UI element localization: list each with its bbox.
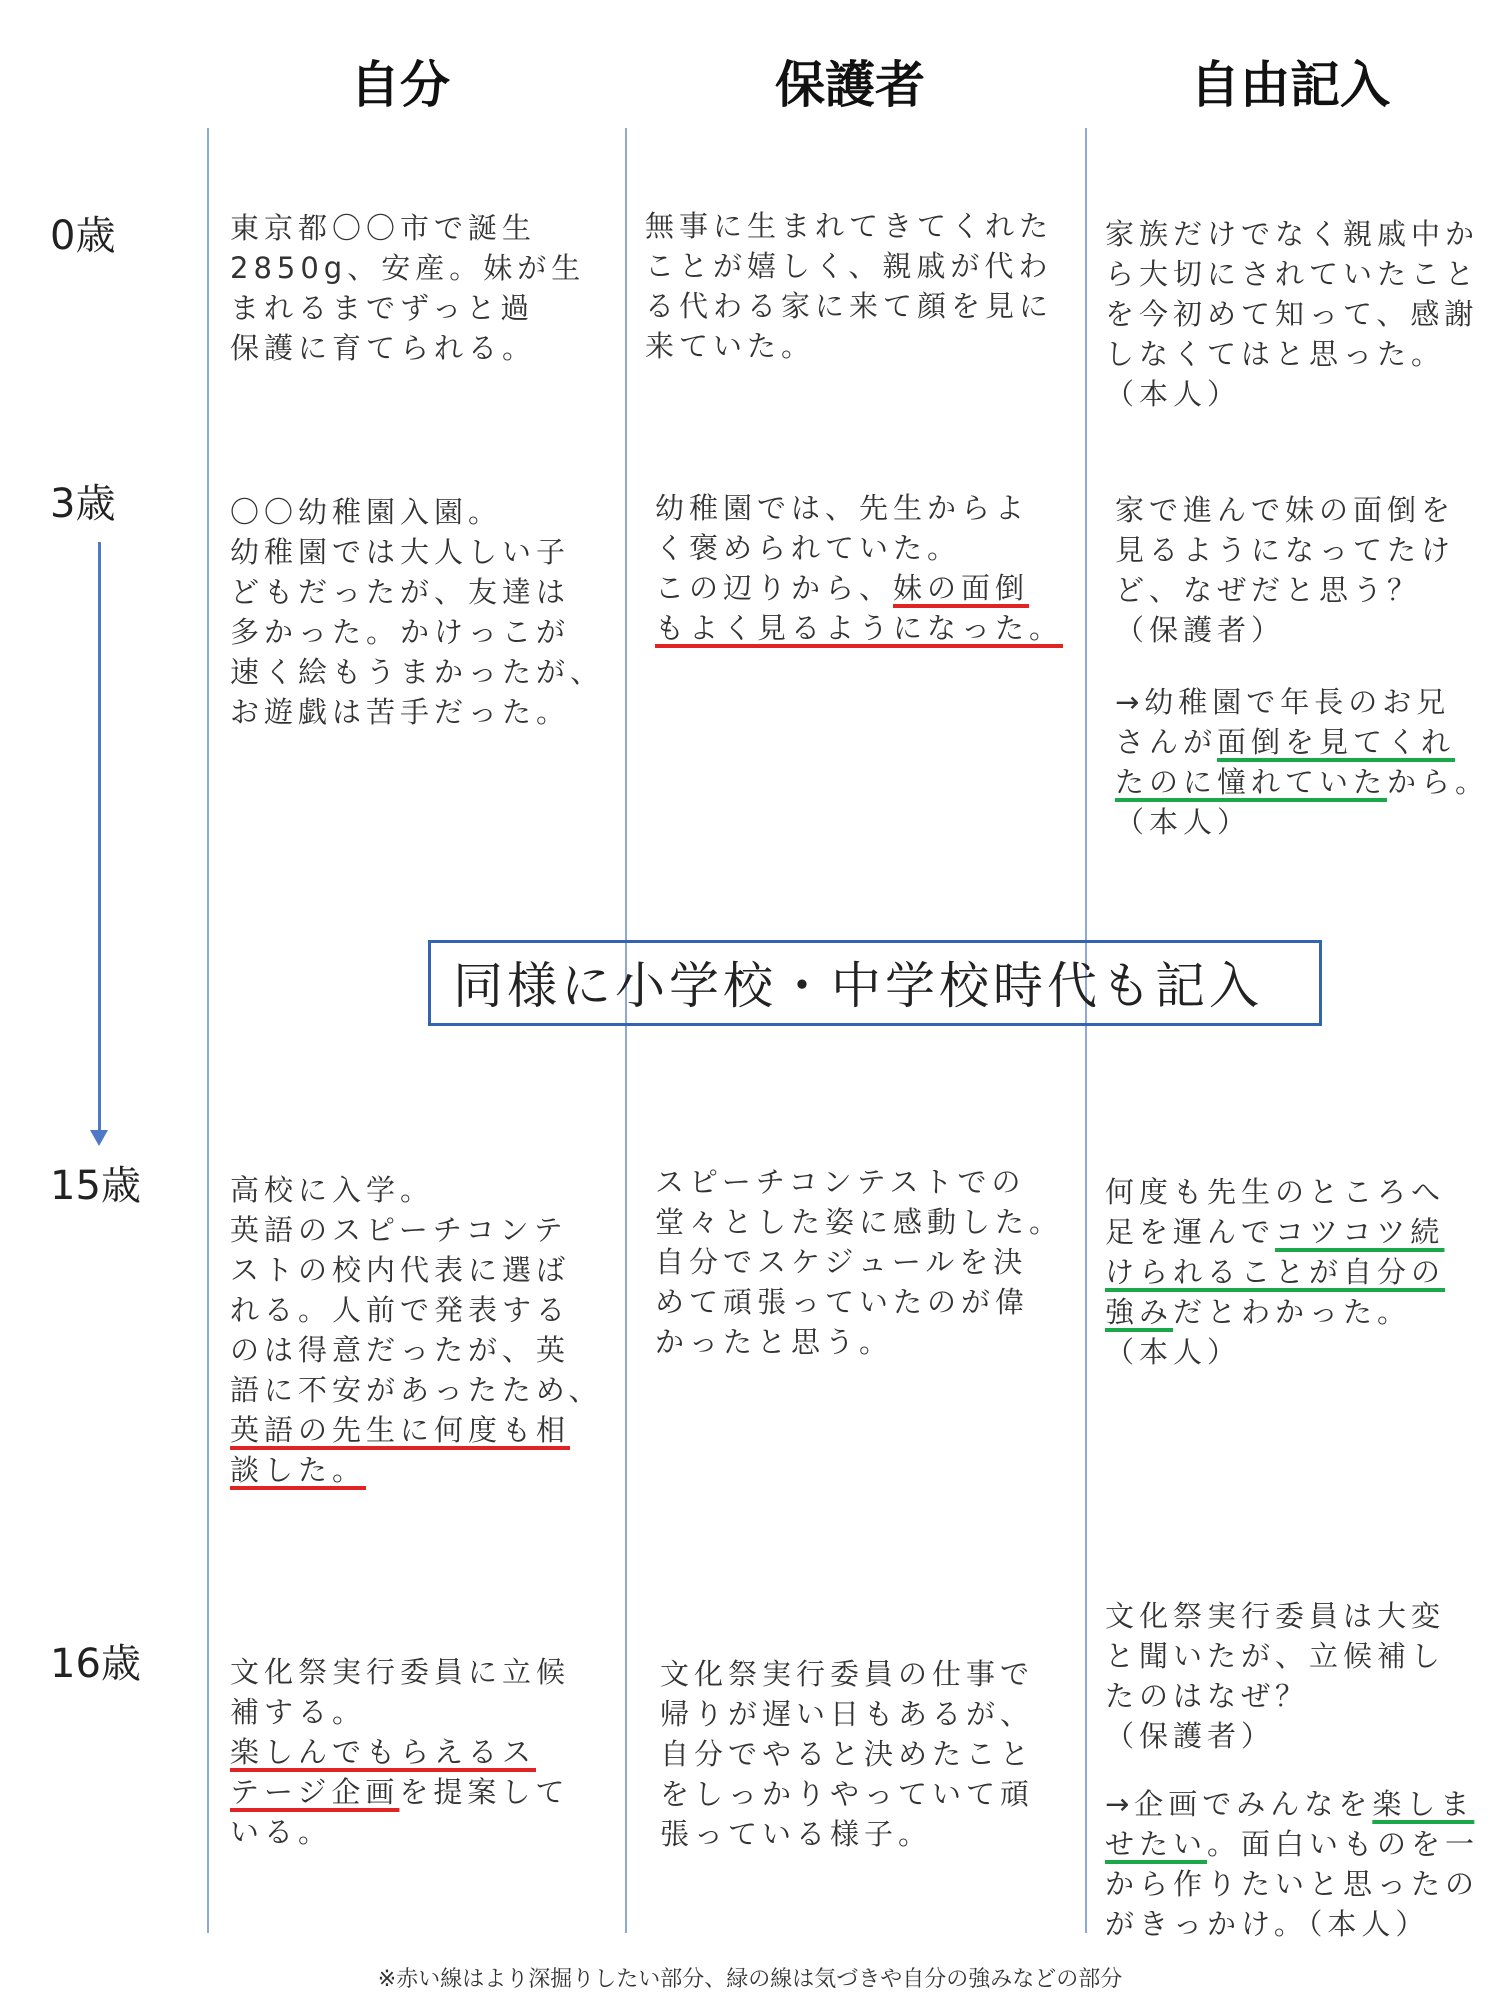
text-segment: 堂々とした姿に感動した。 — [655, 1205, 1064, 1239]
text-segment: 文化祭実行委員は大変 — [1105, 1599, 1446, 1633]
text-line — [230, 572, 615, 612]
callout-box: 同様に小学校・中学校時代も記入 — [428, 940, 1322, 1026]
age-label-16: 16歳 — [50, 1641, 141, 1687]
text-segment: さんが — [1115, 725, 1218, 759]
text-segment: 家族だけでなく親戚中か — [1105, 217, 1480, 251]
text-line — [1115, 490, 1495, 530]
text-line — [1105, 1252, 1495, 1292]
text-line — [660, 1814, 1080, 1854]
text-line — [655, 1202, 1080, 1242]
text-segment: 保護に育てられる。 — [230, 331, 537, 365]
column-divider-1 — [207, 128, 209, 1933]
text-line — [1105, 1676, 1495, 1716]
text-segment: と聞いたが、立候補し — [1105, 1639, 1446, 1673]
text-segment: たのはなぜ？ — [1105, 1679, 1310, 1713]
text-segment: 英語のスピーチコンテ — [230, 1213, 568, 1247]
text-segment: を提案して — [399, 1775, 570, 1809]
text-line — [230, 1812, 620, 1852]
green-underlined-text: せたい — [1105, 1827, 1208, 1861]
text-segment: （保護者） — [1105, 1719, 1276, 1753]
text-segment: のは得意だったが、英 — [230, 1333, 571, 1367]
column-divider-3 — [1085, 128, 1087, 1933]
text-line — [230, 328, 615, 368]
text-line — [230, 1210, 625, 1250]
cell-guardian-0 — [645, 206, 1075, 366]
text-line — [660, 1774, 1080, 1814]
red-underlined-text: 談した。 — [230, 1453, 367, 1487]
text-line — [655, 568, 1075, 608]
text-segment: ストの校内代表に選ば — [230, 1253, 571, 1287]
text-segment: 文化祭実行委員に立候 — [230, 1655, 571, 1689]
text-segment: 自分でやると決めたこと — [660, 1737, 1035, 1771]
text-line — [230, 1330, 625, 1370]
text-line — [1115, 762, 1495, 802]
text-line — [660, 1694, 1080, 1734]
text-line — [655, 1282, 1080, 1322]
text-line — [230, 692, 615, 732]
text-segment: れる。人前で発表する — [230, 1293, 571, 1327]
header-self: 自分 — [350, 56, 450, 114]
green-underlined-text: 面倒を見てくれ — [1217, 725, 1456, 759]
text-segment: 2850g、安産。妹が生 — [230, 251, 586, 285]
text-line — [1115, 610, 1495, 650]
text-segment: 何度も先生のところへ — [1105, 1175, 1446, 1209]
text-segment: →企画でみんなを — [1105, 1787, 1373, 1821]
text-line — [1105, 1332, 1495, 1372]
text-line — [645, 246, 1075, 286]
text-segment: 張っている様子。 — [660, 1817, 933, 1851]
header-guardian: 保護者 — [775, 56, 925, 114]
green-underlined-text: 強み — [1105, 1295, 1174, 1329]
text-line — [1105, 1904, 1495, 1944]
text-line — [230, 1370, 625, 1410]
text-segment: （本人） — [1105, 377, 1242, 411]
text-segment: どもだったが、友達は — [230, 575, 571, 609]
cell-guardian-2 — [655, 1162, 1080, 1362]
text-line — [645, 206, 1075, 246]
text-segment: まれるまでずっと過 — [230, 291, 535, 325]
text-segment: 家で進んで妹の面倒を — [1115, 493, 1456, 527]
text-segment: この辺りから、 — [655, 571, 894, 605]
text-segment: 東京都〇〇市で誕生 — [230, 211, 537, 245]
text-line — [230, 1450, 625, 1490]
text-line — [230, 1732, 620, 1772]
age-label-15: 15歳 — [50, 1163, 141, 1209]
text-line — [655, 1242, 1080, 1282]
text-segment: く褒められていた。 — [655, 531, 962, 565]
text-segment: 来ていた。 — [645, 329, 816, 363]
text-line — [230, 1652, 620, 1692]
text-line — [1105, 294, 1495, 334]
text-segment: めて頑張っていたのが偉 — [655, 1285, 1030, 1319]
text-segment: 幼稚園では、先生からよ — [655, 491, 1030, 525]
text-line — [1105, 374, 1495, 414]
cell-free-1a — [1115, 490, 1495, 650]
text-line — [230, 1692, 620, 1732]
timeline-arrow-shaft — [98, 542, 101, 1132]
text-line — [1105, 1864, 1495, 1904]
green-underlined-text: けられることが自分の — [1105, 1255, 1446, 1289]
text-segment: いる。 — [230, 1815, 333, 1849]
text-line — [660, 1654, 1080, 1694]
text-segment: 自分でスケジュールを決 — [655, 1245, 1028, 1279]
text-line — [655, 528, 1075, 568]
cell-free-2 — [1105, 1172, 1495, 1372]
cell-guardian-3 — [660, 1654, 1080, 1854]
text-line — [230, 492, 615, 532]
red-underlined-text: テージ企画 — [230, 1775, 400, 1809]
text-line — [1105, 214, 1495, 254]
text-segment: 速く絵もうまかったが、 — [230, 655, 605, 689]
text-line — [1115, 530, 1495, 570]
cell-free-3a — [1105, 1596, 1495, 1756]
text-segment: だとわかった。 — [1173, 1295, 1412, 1329]
text-segment: 文化祭実行委員の仕事で — [660, 1657, 1035, 1691]
text-segment: 帰りが遅い日もあるが、 — [660, 1697, 1035, 1731]
text-line — [230, 208, 615, 248]
text-segment: ことが嬉しく、親戚が代わ — [645, 249, 1053, 283]
text-line — [1115, 722, 1495, 762]
green-underlined-text: たのに憧れていた — [1115, 765, 1388, 799]
text-segment: 高校に入学。 — [230, 1173, 435, 1207]
text-line — [1105, 1636, 1495, 1676]
text-segment: 多かった。かけっこが — [230, 615, 571, 649]
cell-self-0 — [230, 208, 615, 368]
text-line — [655, 488, 1075, 528]
footnote: ※赤い線はより深掘りしたい部分、緑の線は気づきや自分の強みなどの部分 — [377, 1967, 1123, 1992]
text-line — [230, 652, 615, 692]
text-segment: （本人） — [1115, 805, 1252, 839]
green-underlined-text: コツコツ続 — [1275, 1215, 1445, 1249]
red-underlined-text: 英語の先生に何度も相 — [230, 1413, 571, 1447]
text-line — [230, 1290, 625, 1330]
age-label-3: 3歳 — [50, 481, 116, 527]
text-segment: →幼稚園で年長のお兄 — [1115, 685, 1451, 719]
cell-self-2 — [230, 1170, 625, 1490]
text-line — [660, 1734, 1080, 1774]
text-line — [655, 608, 1075, 648]
text-segment: かったと思う。 — [655, 1325, 894, 1359]
text-segment: しなくてはと思った。 — [1105, 337, 1446, 371]
text-segment: （本人） — [1105, 1335, 1242, 1369]
text-line — [230, 1410, 625, 1450]
cell-free-0 — [1105, 214, 1495, 414]
header-free: 自由記入 — [1190, 56, 1390, 114]
text-segment: 足を運んで — [1105, 1215, 1276, 1249]
green-underlined-text: 楽しま — [1372, 1787, 1475, 1821]
cell-free-3b — [1105, 1784, 1495, 1944]
text-segment: 補する。 — [230, 1695, 367, 1729]
text-line — [1115, 802, 1495, 842]
text-segment: 〇〇幼稚園入園。 — [230, 495, 503, 529]
text-line — [1105, 1596, 1495, 1636]
timeline-arrow-head — [90, 1130, 108, 1146]
text-line — [1105, 1212, 1495, 1252]
red-underlined-text: 楽しんでもらえるス — [230, 1735, 537, 1769]
text-segment: る代わる家に来て顔を見に — [645, 289, 1054, 323]
cell-free-1b — [1115, 682, 1495, 842]
text-line — [645, 286, 1075, 326]
cell-guardian-1 — [655, 488, 1075, 648]
text-segment: ど、なぜだと思う？ — [1115, 573, 1422, 607]
text-segment: をしっかりやっていて頑 — [660, 1777, 1035, 1811]
text-segment: ら大切にされていたこと — [1105, 257, 1480, 291]
cell-self-3 — [230, 1652, 620, 1852]
text-segment: （保護者） — [1115, 613, 1286, 647]
text-segment: から作りたいと思ったの — [1105, 1867, 1480, 1901]
text-line — [1115, 570, 1495, 610]
column-divider-2 — [625, 128, 627, 1933]
text-line — [1105, 254, 1495, 294]
text-line — [1105, 334, 1495, 374]
text-segment: 幼稚園では大人しい子 — [230, 535, 571, 569]
text-line — [1115, 682, 1495, 722]
text-line — [230, 248, 615, 288]
text-line — [655, 1162, 1080, 1202]
red-underlined-text: もよく見るようになった。 — [655, 611, 1064, 645]
text-line — [230, 1170, 625, 1210]
text-line — [1105, 1172, 1495, 1212]
text-segment: から。 — [1387, 765, 1490, 799]
text-segment: 。面白いものを一 — [1207, 1827, 1480, 1861]
text-line — [1105, 1824, 1495, 1864]
text-line — [230, 612, 615, 652]
text-segment: スピーチコンテストでの — [655, 1165, 1026, 1199]
text-segment: お遊戯は苦手だった。 — [230, 695, 571, 729]
text-segment: 無事に生まれてきてくれた — [645, 209, 1054, 243]
text-segment: 語に不安があったため、 — [230, 1373, 603, 1407]
text-segment: がきっかけ。（本人） — [1105, 1907, 1430, 1941]
text-line — [1105, 1784, 1495, 1824]
age-label-0: 0歳 — [50, 213, 116, 259]
text-line — [645, 326, 1075, 366]
red-underlined-text: 妹の面倒 — [893, 571, 1030, 605]
text-line — [1105, 1292, 1495, 1332]
text-segment: 見るようになってたけ — [1115, 533, 1456, 567]
text-line — [1105, 1716, 1495, 1756]
text-line — [230, 1772, 620, 1812]
text-segment: を今初めて知って、感謝 — [1105, 297, 1479, 331]
text-line — [230, 288, 615, 328]
text-line — [230, 532, 615, 572]
text-line — [655, 1322, 1080, 1362]
text-line — [230, 1250, 625, 1290]
cell-self-1 — [230, 492, 615, 732]
